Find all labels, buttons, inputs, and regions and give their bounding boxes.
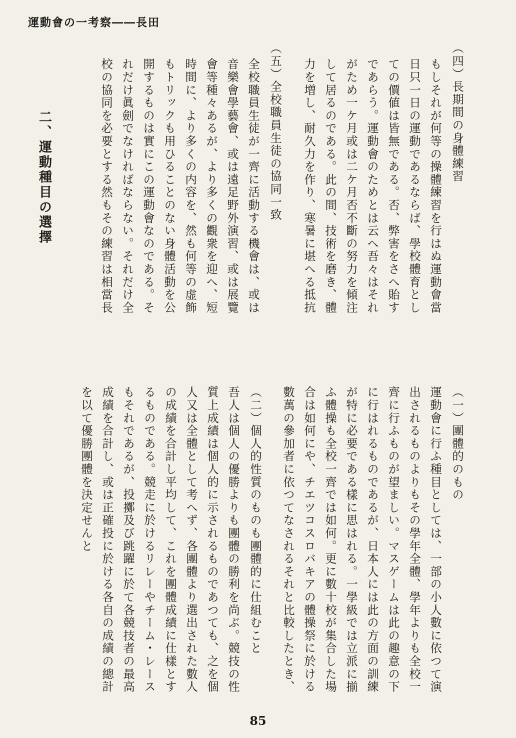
sub1-body: 運動會に行ふ種目としては、一部の小人數に依つて演出されるものよりもその學年全體、學年よりも全校一齊に行ふものが望ましい。マスゲームは此の趣意の下に行はれるものであるが、日本人には此の方面の訓練が特に必要である樣に思はれる。一學級では立派に揃ふ體操も全校一齊では如何。更に數十校が集合した場合は如何にや、チエツコスロバキアの體操祭に於ける數萬の參加者に依つてなされるそれと比較したとき、 <box>282 386 443 694</box>
sub1-heading: （一）團體的のもの <box>451 386 465 502</box>
section4-body: もしそれが何等の操體練習を行はぬ運動會當日只一日の運動であるならば、學校體育としての價値は皆無である。否、弊害をさへ貽すであらう。運動會のためとは云へ吾々はそれがため一ケ月或は二ケ月否不斷の努力を傾注して居るのである。此の間、技術を磨き、體力を増し、耐久力を作り、寒暑に堪へる抵抗 <box>303 58 443 314</box>
sub2-heading: （二）個人的性質のものも團體的に仕組むこと <box>249 386 263 655</box>
section4-heading: （四）長期間の身體練習 <box>451 42 465 183</box>
section5-heading: （五）全校職員生徒の協同一致 <box>269 42 283 222</box>
part2-heading: 二、運動種目の選擇 <box>36 110 51 245</box>
page-number: 85 <box>249 714 267 728</box>
section5-body: 全校職員生徒が一齊に活動する機會は、或は音樂會學藝會、或は遠足野外演習、或は展覽會等種々あるが、より多くの觀衆を迎へ、短時間に、より多くの内容を、然も何等の虚飾もトリックも用ひることのない身體活動を公開するものは實にこの運動會なのである。それだけ眞劍でなければならない。それだけ全校の協同を必要とする然もその練習は相當長 <box>100 58 261 314</box>
running-header: 運動會の一考察――長田 <box>28 16 160 29</box>
sub2-body: 吾人は個人の優勝よりも團體の勝利を尚ぶ。競技の性質上成績は個人的に示されるものであつても、之を個人又は全體として考へず、各團體より選出された數人の成績を合計し平均して、これを團體成績に仕樣とするものである。競走に於けるリレーやチーム・レースもそれであるが、投擲及び跳躍に於て各競技者の最高成績を合計し、或は正確投に於ける各自の成績の總計を以て優勝團體を決定せんと <box>80 386 241 694</box>
